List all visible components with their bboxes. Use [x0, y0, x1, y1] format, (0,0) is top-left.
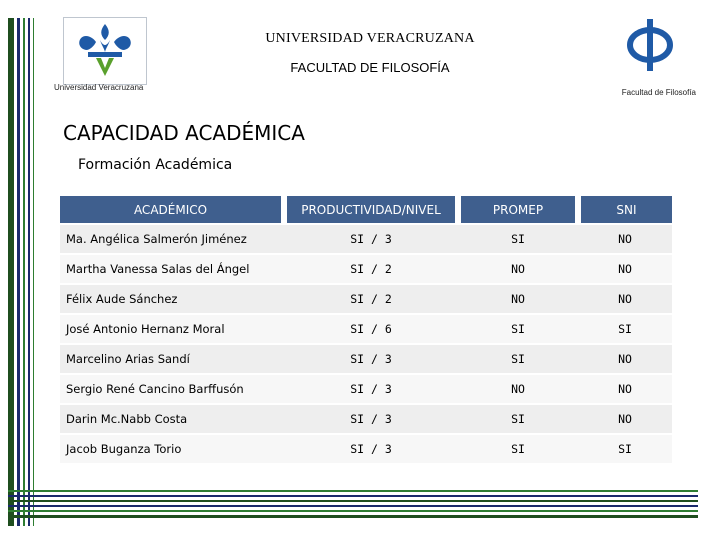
academic-capacity-table [60, 196, 672, 464]
column-header-sni: SNI [578, 196, 672, 224]
productividad-cell: SI / 3 [284, 224, 458, 254]
table-row [60, 434, 672, 464]
bottom-decorative-bars [8, 490, 698, 524]
table-row [60, 374, 672, 404]
productividad-cell: SI / 3 [284, 404, 458, 434]
sni-cell: NO [578, 224, 672, 254]
productividad-cell: SI / 3 [284, 344, 458, 374]
promep-cell: SI [458, 404, 578, 434]
academic-name: Marcelino Arias Sandí [60, 344, 284, 374]
sni-cell: SI [578, 434, 672, 464]
academic-name: Sergio René Cancino Barffusón [60, 374, 284, 404]
logo-right-caption: Facultad de Filosofía [621, 88, 696, 97]
promep-cell: SI [458, 434, 578, 464]
sni-cell: NO [578, 404, 672, 434]
table-header-row [60, 196, 672, 224]
academic-name: Ma. Angélica Salmerón Jiménez [60, 224, 284, 254]
column-header-academico: ACADÉMICO [60, 196, 284, 224]
sni-cell: NO [578, 284, 672, 314]
table-row [60, 404, 672, 434]
sni-cell: NO [578, 344, 672, 374]
promep-cell: NO [458, 254, 578, 284]
table-row [60, 314, 672, 344]
productividad-cell: SI / 2 [284, 254, 458, 284]
university-name: UNIVERSIDAD VERACRUZANA [265, 31, 475, 46]
productividad-cell: SI / 3 [284, 434, 458, 464]
left-decorative-bars [8, 18, 48, 526]
table-row [60, 254, 672, 284]
page-title: CAPACIDAD ACADÉMICA [63, 121, 305, 145]
academic-name: Jacob Buganza Torio [60, 434, 284, 464]
sni-cell: NO [578, 254, 672, 284]
promep-cell: SI [458, 224, 578, 254]
academic-name: Félix Aude Sánchez [60, 284, 284, 314]
academic-name: Martha Vanessa Salas del Ángel [60, 254, 284, 284]
sni-cell: NO [578, 374, 672, 404]
promep-cell: SI [458, 344, 578, 374]
section-subtitle: Formación Académica [78, 157, 233, 173]
productividad-cell: SI / 6 [284, 314, 458, 344]
table-row [60, 344, 672, 374]
productividad-cell: SI / 3 [284, 374, 458, 404]
column-header-promep: PROMEP [458, 196, 578, 224]
productividad-cell: SI / 2 [284, 284, 458, 314]
table-row [60, 284, 672, 314]
promep-cell: NO [458, 374, 578, 404]
academic-name: Darin Mc.Nabb Costa [60, 404, 284, 434]
table-row [60, 224, 672, 254]
promep-cell: NO [458, 284, 578, 314]
academic-name: José Antonio Hernanz Moral [60, 314, 284, 344]
promep-cell: SI [458, 314, 578, 344]
sni-cell: SI [578, 314, 672, 344]
logo-left-caption: Universidad Veracruzana [54, 83, 144, 92]
column-header-productividad: PRODUCTIVIDAD/NIVEL [284, 196, 458, 224]
faculty-name: FACULTAD DE FILOSOFÍA [290, 60, 450, 75]
